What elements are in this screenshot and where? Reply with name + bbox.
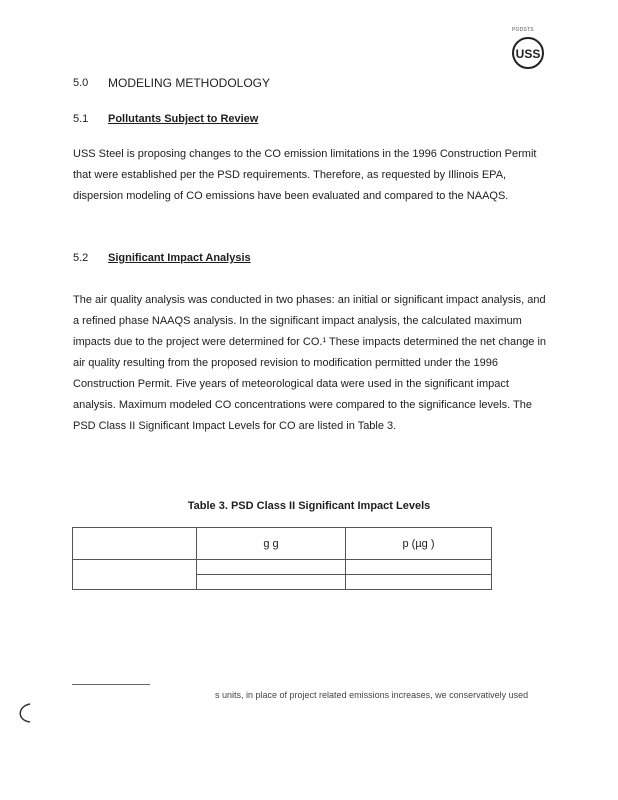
section-5-2-number: 5.2 bbox=[73, 252, 89, 264]
table-cell bbox=[346, 560, 492, 575]
section-5-2-body: The air quality analysis was conducted in two phases: an initial or significant impact analysis, and a refined phase NAAQS analysis. In the significant impact analysis, the calculated maximum impacts due to the project were determined for CO.¹ These impacts determined the net change in air quality resulting from the proposed revision to modification permitted under the 1996 Construction Permit. Five years of meteorological data were used in the significant impact analysis. Maximum modeled CO concentrations were compared to the significance levels. The PSD Class II Significant Impact Levels for CO are listed in Table 3. bbox=[73, 294, 547, 432]
table-row bbox=[73, 560, 492, 575]
scan-mark-icon bbox=[12, 700, 36, 726]
table-header-cell: g g bbox=[197, 528, 346, 560]
table-cell bbox=[197, 575, 346, 590]
section-5-1-title: Pollutants Subject to Review bbox=[108, 113, 259, 125]
table-header-cell bbox=[73, 528, 197, 560]
logo-initials: USS bbox=[515, 47, 541, 61]
table-header-row bbox=[73, 528, 492, 560]
section-5-0-number: 5.0 bbox=[73, 77, 89, 89]
section-5-2-title: Significant Impact Analysis bbox=[108, 252, 251, 264]
section-5-0-title: MODELING METHODOLOGY bbox=[108, 76, 271, 90]
table-cell bbox=[73, 560, 197, 590]
table-cell bbox=[346, 575, 492, 590]
section-5-1-number: 5.1 bbox=[73, 113, 89, 125]
table-3 bbox=[72, 527, 492, 590]
footnote-text: s units, in place of project related emissions increases, we conservatively used bbox=[215, 690, 529, 700]
footnote-divider bbox=[72, 684, 150, 685]
table-cell bbox=[197, 560, 346, 575]
section-5-1-body: USS Steel is proposing changes to the CO emission limitations in the 1996 Construction Permit that were established per the PSD requirements. Therefore, as requested by Illinois EPA, dispersion modeling of CO emissions have been evaluated and compared to the NAAQS. bbox=[73, 148, 537, 202]
uss-logo-icon bbox=[510, 36, 546, 70]
logo-small-text: PODSTS bbox=[512, 27, 534, 33]
table-3-title: Table 3. PSD Class II Significant Impact Levels bbox=[187, 500, 431, 512]
table-header-cell: p (µg ) bbox=[346, 528, 492, 560]
